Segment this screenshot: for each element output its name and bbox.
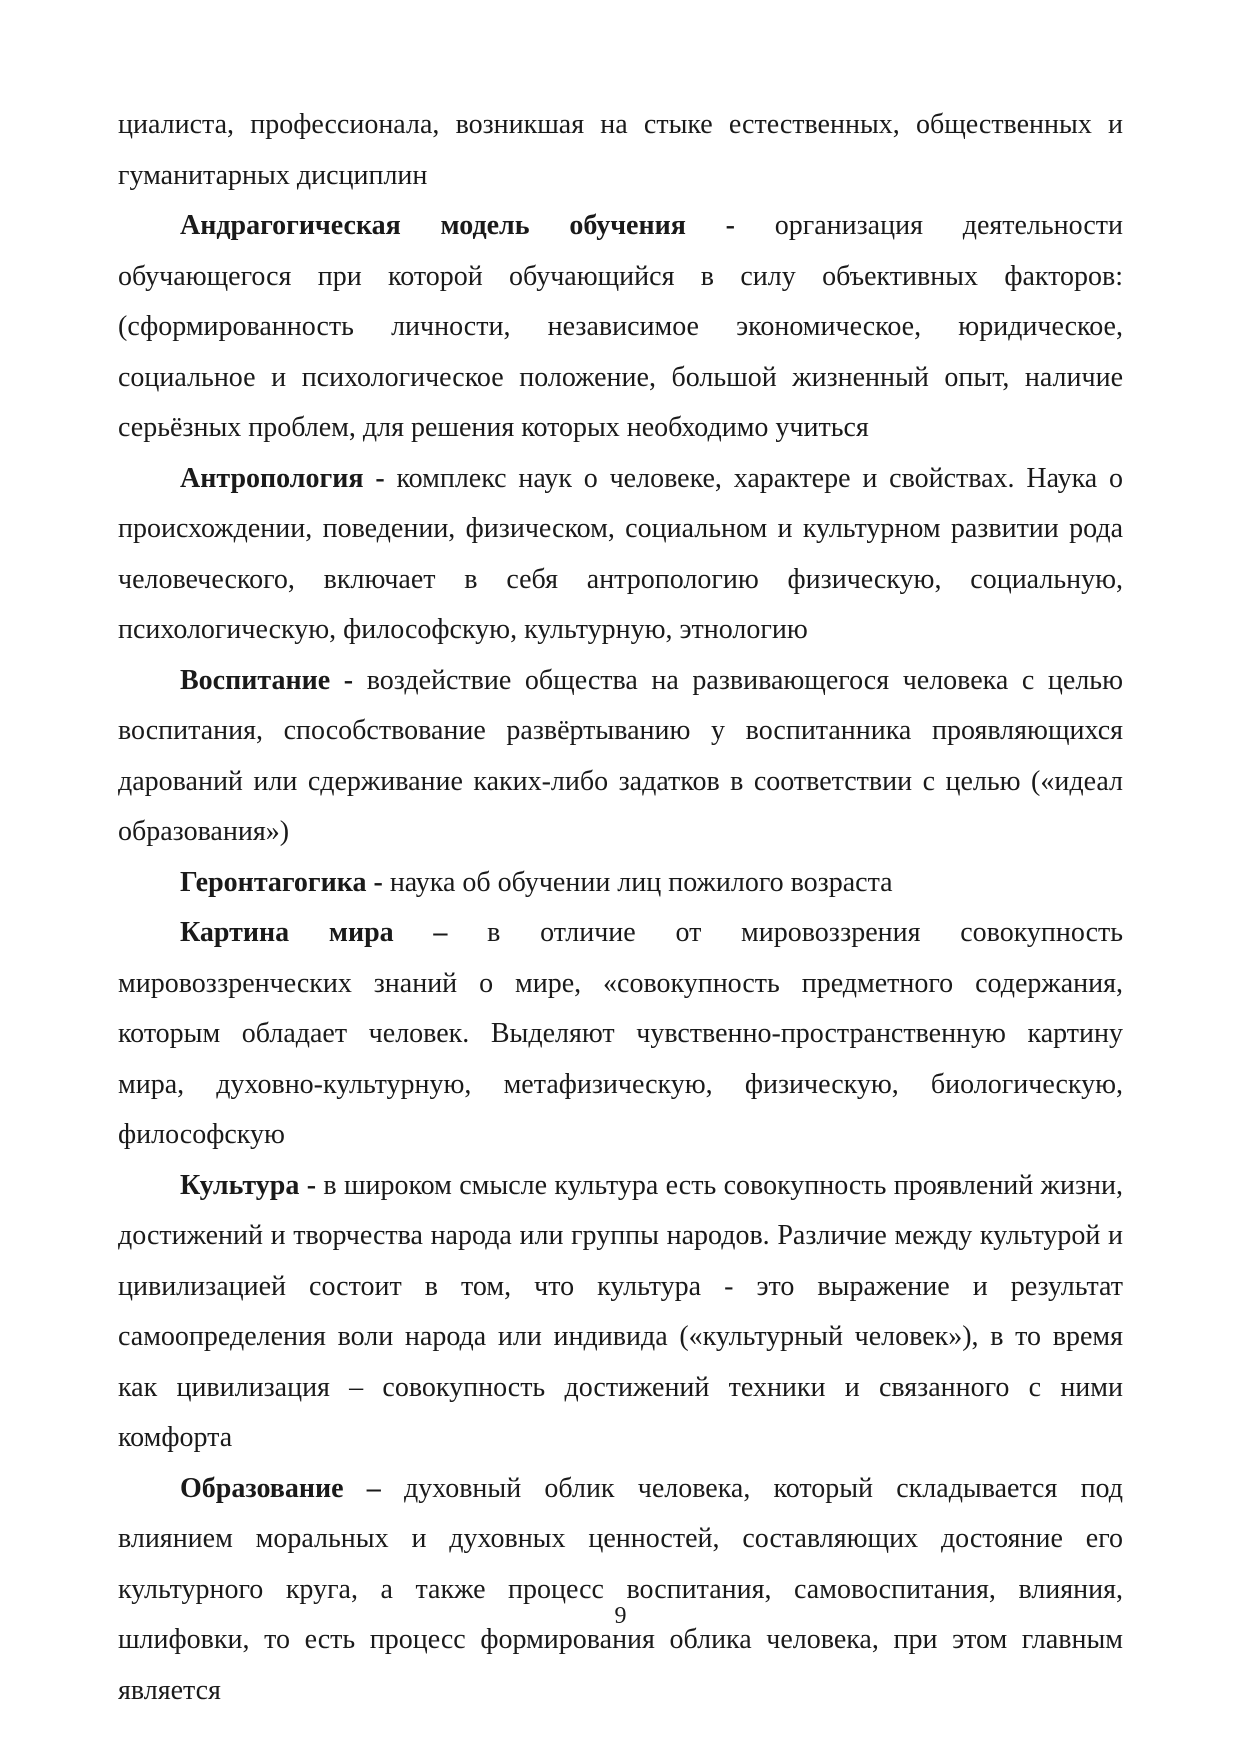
glossary-entry (118, 908, 1123, 1161)
glossary-term: Геронтагогика (180, 866, 367, 898)
glossary-term: Воспитание (180, 664, 331, 696)
glossary-definition: комплекс наук о человеке, характере и свойствах. Наука о происхождении, поведении, физическом, социальном и культурном развитии рода человеческого, включает в себя антропологию физическую, социальную, психологическую, философскую, культурную, этнологию (118, 462, 1124, 645)
glossary-definition: наука об обучении лиц пожилого возраста (389, 866, 893, 898)
continuation-paragraph: циалиста, профессионала, возникшая на стыке естественных, общественных и гуманитарных дисциплин (118, 109, 1123, 191)
glossary-term: Антропология (180, 462, 364, 494)
document-page (118, 100, 1123, 1716)
glossary-definition: в широком смысле культура есть совокупность проявлений жизни, достижений и творчества народа или группы народов. Различие между культурой и цивилизацией состоит в том, что культура - это выражение и результат самоопределения воли народа или индивида («культурный человек»), в то время как цивилизация – совокупность достижений техники и связанного с ними комфорта (118, 1169, 1123, 1453)
glossary-entry (118, 201, 1123, 454)
term-separator: – (393, 917, 488, 948)
glossary-definition: в отличие от мировоззрения совокупность мировоззренческих знаний о мире, «совокупность предметного содержания, которым обладает человек. Выделяют чувственно-пространственную картину мира, духовно-культурную, метафизическую, физическую, биологическую, философскую (118, 917, 1124, 1150)
glossary-term: Культура (180, 1169, 300, 1201)
glossary-definition: духовный облик человека, который складывается под влиянием моральных и духовных ценностей, составляющих достояние его культурного круга, а также процесс воспитания, самовоспитания, влияния, шлифовки, то есть процесс формирования облика человека, при этом главным является (118, 1472, 1123, 1706)
glossary-term: Образование (180, 1472, 344, 1504)
glossary-entry (118, 656, 1123, 858)
term-separator: - (330, 664, 367, 696)
glossary-term: Андрагогическая модель обучения (180, 210, 686, 241)
glossary-entry (118, 1161, 1123, 1464)
glossary-term: Картина мира (180, 917, 394, 948)
glossary-entry (118, 1464, 1123, 1717)
glossary-entry (118, 454, 1123, 656)
term-separator: – (343, 1472, 405, 1504)
glossary-definition: организация деятельности обучающегося при которой обучающийся в силу объективных факторов: (сформированность личности, независимое экономическое, юридическое, социальное и психологическое положение, большой жизненный опыт, наличие серьёзных проблем, для решения которых необходимо учиться (118, 210, 1123, 443)
term-separator: - (363, 462, 397, 494)
term-separator: - (299, 1169, 324, 1201)
term-separator: - (685, 210, 775, 241)
term-separator: - (366, 866, 390, 898)
glossary-definition: воздействие общества на развивающегося человека с целью воспитания, способствование развёртыванию у воспитанника проявляющихся дарований или сдерживание каких-либо задатков в соответствии с целью («идеал образования») (118, 664, 1123, 847)
page-number: 9 (614, 1603, 627, 1629)
glossary-entry (118, 858, 1123, 909)
